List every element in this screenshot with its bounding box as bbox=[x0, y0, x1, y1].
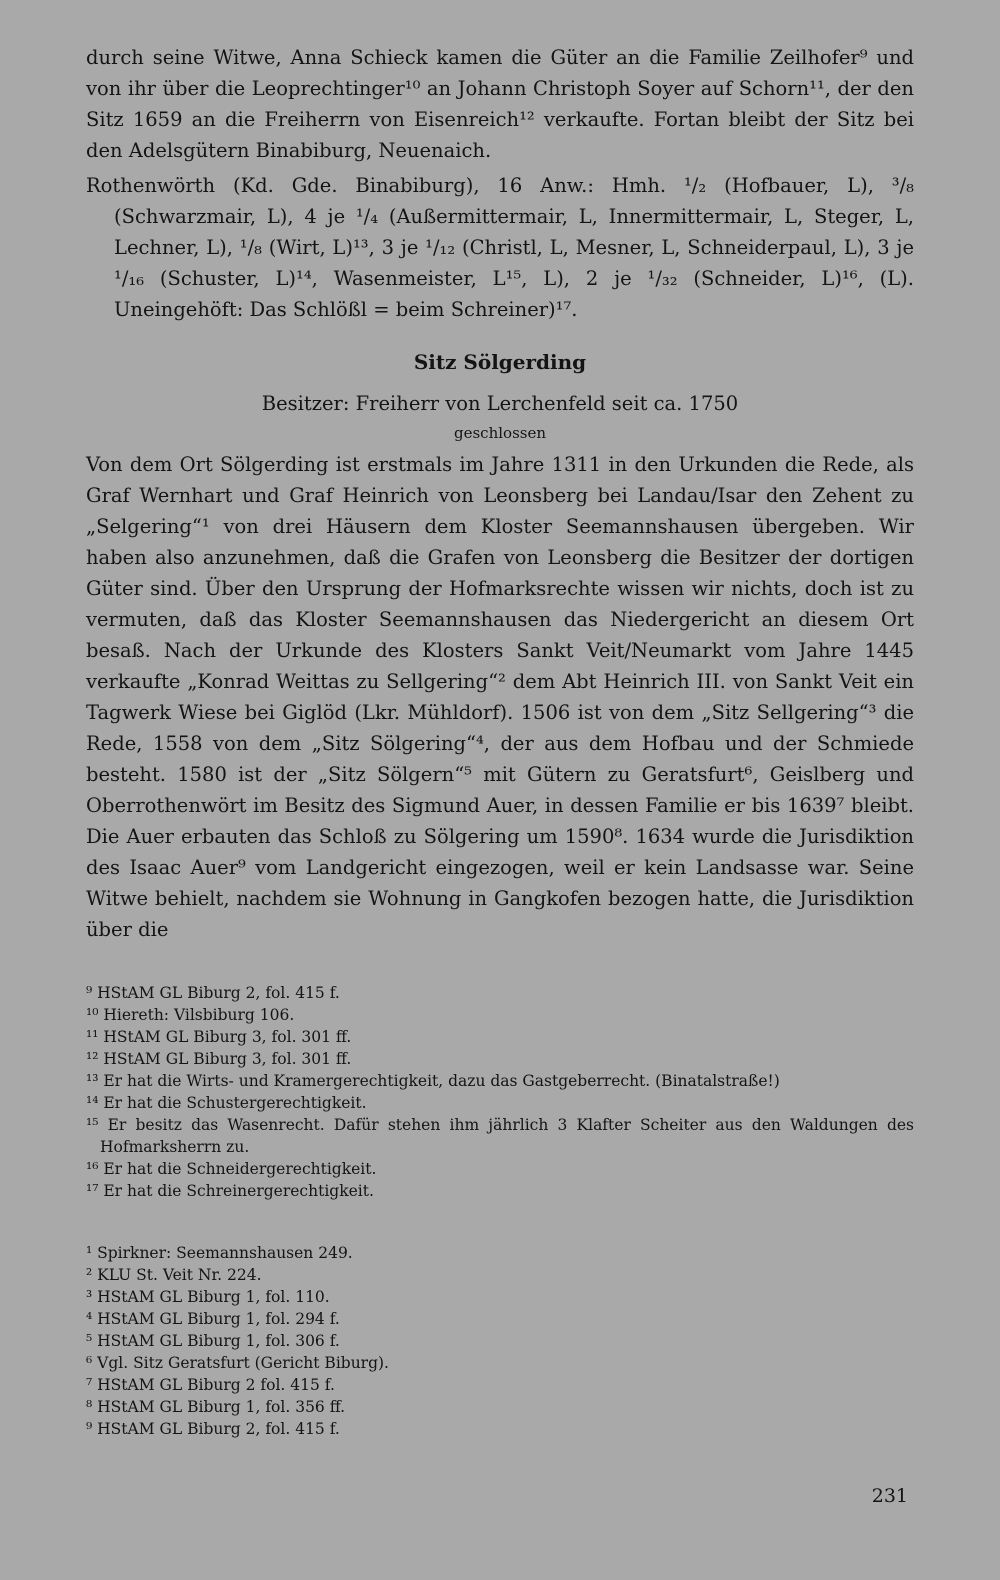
footnote: ⁵ HStAM GL Biburg 1, fol. 306 f. bbox=[86, 1332, 340, 1350]
footnote: ¹¹ HStAM GL Biburg 3, fol. 301 ff. bbox=[86, 1028, 352, 1046]
footnotes-a bbox=[86, 982, 914, 1202]
footnote: ¹³ Er hat die Wirts- und Kramergerechtigkeit, dazu das Gastgeberrecht. (Binatalstraße!) bbox=[86, 1072, 780, 1090]
footnote: ¹⁵ Er besitz das Wasenrecht. Dafür stehen ihm jährlich 3 Klafter Scheiter aus den Waldungen des Hofmarksherrn zu. bbox=[86, 1116, 914, 1156]
footnote: ⁶ Vgl. Sitz Geratsfurt (Gericht Biburg). bbox=[86, 1354, 389, 1372]
paragraph-soelgerding: Von dem Ort Sölgerding ist erstmals im Jahre 1311 in den Urkunden die Rede, als Graf Wernhart und Graf Heinrich von Leonsberg bei Landau/Isar den Zehent zu „Selgering“¹ von drei Häusern dem Kloster Seemannshausen übergeben. Wir haben also anzunehmen, daß die Grafen von Leonsberg die Besitzer der dortigen Güter sind. Über den Ursprung der Hofmarksrechte wissen wir nichts, doch ist zu vermuten, daß das Kloster Seemannshausen das Niedergericht an diesem Ort besaß. Nach der Urkunde des Klosters Sankt Veit/Neumarkt vom Jahre 1445 verkaufte „Konrad Weittas zu Sellgering“² dem Abt Heinrich III. von Sankt Veit ein Tagwerk Wiese bei Giglöd (Lkr. Mühldorf). 1506 ist von dem „Sitz Sellgering“³ die Rede, 1558 von dem „Sitz Sölgering“⁴, der aus dem Hofbau und der Schmiede besteht. 1580 ist der „Sitz Sölgern“⁵ mit Gütern zu Geratsfurt⁶, Geislberg und Oberrothenwört im Besitz des Sigmund Auer, in dessen Familie er bis 1639⁷ bleibt. Die Auer erbauten das Schloß zu Sölgering um 1590⁸. 1634 wurde die Jurisdiktion des Isaac Auer⁹ vom Landgericht eingezogen, weil er kein Landsasse war. Seine Witwe behielt, nachdem sie Wohnung in Gangkofen bezogen hatte, die Jurisdiktion über die bbox=[86, 453, 914, 941]
footnote: ¹² HStAM GL Biburg 3, fol. 301 ff. bbox=[86, 1050, 352, 1068]
footnote: ¹⁴ Er hat die Schustergerechtigkeit. bbox=[86, 1094, 367, 1112]
owner-line: Besitzer: Freiherr von Lerchenfeld seit ca. 1750 bbox=[261, 392, 739, 415]
footnote: ¹⁶ Er hat die Schneidergerechtigkeit. bbox=[86, 1160, 377, 1178]
footnote: ⁸ HStAM GL Biburg 1, fol. 356 ff. bbox=[86, 1398, 346, 1416]
status-line: geschlossen bbox=[454, 424, 546, 442]
footnote: ² KLU St. Veit Nr. 224. bbox=[86, 1266, 262, 1284]
footnotes-b bbox=[86, 1242, 914, 1440]
footnote: ⁴ HStAM GL Biburg 1, fol. 294 f. bbox=[86, 1310, 340, 1328]
footnote: ¹ Spirkner: Seemannshausen 249. bbox=[86, 1244, 353, 1262]
footnote: ¹⁷ Er hat die Schreinergerechtigkeit. bbox=[86, 1182, 374, 1200]
paragraph-rothenwoerth: Rothenwörth (Kd. Gde. Binabiburg), 16 Anw.: Hmh. ¹/₂ (Hofbauer, L), ³/₈ (Schwarzmair, L), 4 je ¹/₄ (Außermittermair, L, Innermittermair, L, Steger, L, Lechner, L), ¹/₈ (Wirt, L)¹³, 3 je ¹/₁₂ (Christl, L, Mesner, L, Schneiderpaul, L), 3 je ¹/₁₆ (Schuster, L)¹⁴, Wasenmeister, L¹⁵, L), 2 je ¹/₃₂ (Schneider, L)¹⁶, (L). Uneingehöft: Das Schlößl = beim Schreiner)¹⁷. bbox=[86, 174, 914, 321]
section-heading: Sitz Sölgerding bbox=[413, 350, 587, 374]
footnote: ³ HStAM GL Biburg 1, fol. 110. bbox=[86, 1288, 330, 1306]
paragraph-zeilhofer: durch seine Witwe, Anna Schieck kamen die Güter an die Familie Zeilhofer⁹ und von ihr über die Leoprechtinger¹⁰ an Johann Christoph Soyer auf Schorn¹¹, der den Sitz 1659 an die Freiherrn von Eisenreich¹² verkaufte. Fortan bleibt der Sitz bei den Adelsgütern Binabiburg, Neuenaich. bbox=[86, 46, 914, 162]
footnote: ¹⁰ Hiereth: Vilsbiburg 106. bbox=[86, 1006, 295, 1024]
footnote: ⁹ HStAM GL Biburg 2, fol. 415 f. bbox=[86, 1420, 340, 1438]
footnote: ⁹ HStAM GL Biburg 2, fol. 415 f. bbox=[86, 984, 340, 1002]
footnote: ⁷ HStAM GL Biburg 2 fol. 415 f. bbox=[86, 1376, 335, 1394]
page-number: 231 bbox=[871, 1485, 908, 1507]
main-text bbox=[86, 42, 914, 945]
